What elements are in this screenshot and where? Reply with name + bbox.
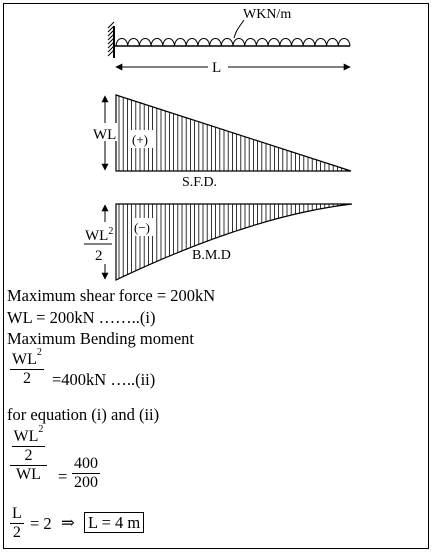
eq2-fraction: $\frac{WL^2}{2}$ bbox=[12, 347, 42, 387]
distributed-load bbox=[116, 39, 350, 47]
text-max-shear: Maximum shear force = 200kN bbox=[7, 286, 216, 305]
bmd-sign: (−) bbox=[134, 220, 150, 235]
bmd-shape bbox=[116, 204, 352, 280]
eq4-fraction: $\frac{L}{2}$ bbox=[12, 505, 22, 541]
implies-arrow: ⇒ bbox=[61, 513, 75, 532]
sfd-value-label: WL bbox=[93, 127, 117, 143]
fixed-support bbox=[108, 22, 114, 58]
text-equation-2: =400kN …..(ii) bbox=[52, 370, 156, 389]
text-from-equations: for equation (i) and (ii) bbox=[7, 405, 160, 424]
text-max-bending: Maximum Bending moment bbox=[7, 329, 194, 348]
eq3-equals: = bbox=[58, 467, 68, 486]
eq3-left-fraction: $\frac{\frac{WL^2}{2}}{WL}$ bbox=[10, 428, 47, 484]
eq4-equals: = 2 bbox=[30, 514, 52, 533]
eq3-right-fraction: $\frac{400}{200}$ bbox=[74, 455, 98, 491]
bmd-value-denominator: 2 bbox=[95, 248, 103, 264]
sfd-label: S.F.D. bbox=[182, 175, 218, 190]
span-label: L bbox=[212, 60, 222, 76]
result-box: L = 4 m bbox=[84, 514, 144, 532]
load-leader-line bbox=[234, 20, 244, 38]
text-equation-1: WL = 200kN ……..(i) bbox=[7, 308, 156, 327]
load-label: WKN/m bbox=[243, 7, 292, 22]
bmd-value-numerator: $WL^2$ bbox=[85, 226, 114, 244]
bmd-label: B.M.D bbox=[192, 248, 231, 263]
sfd-sign: (+) bbox=[132, 132, 148, 147]
